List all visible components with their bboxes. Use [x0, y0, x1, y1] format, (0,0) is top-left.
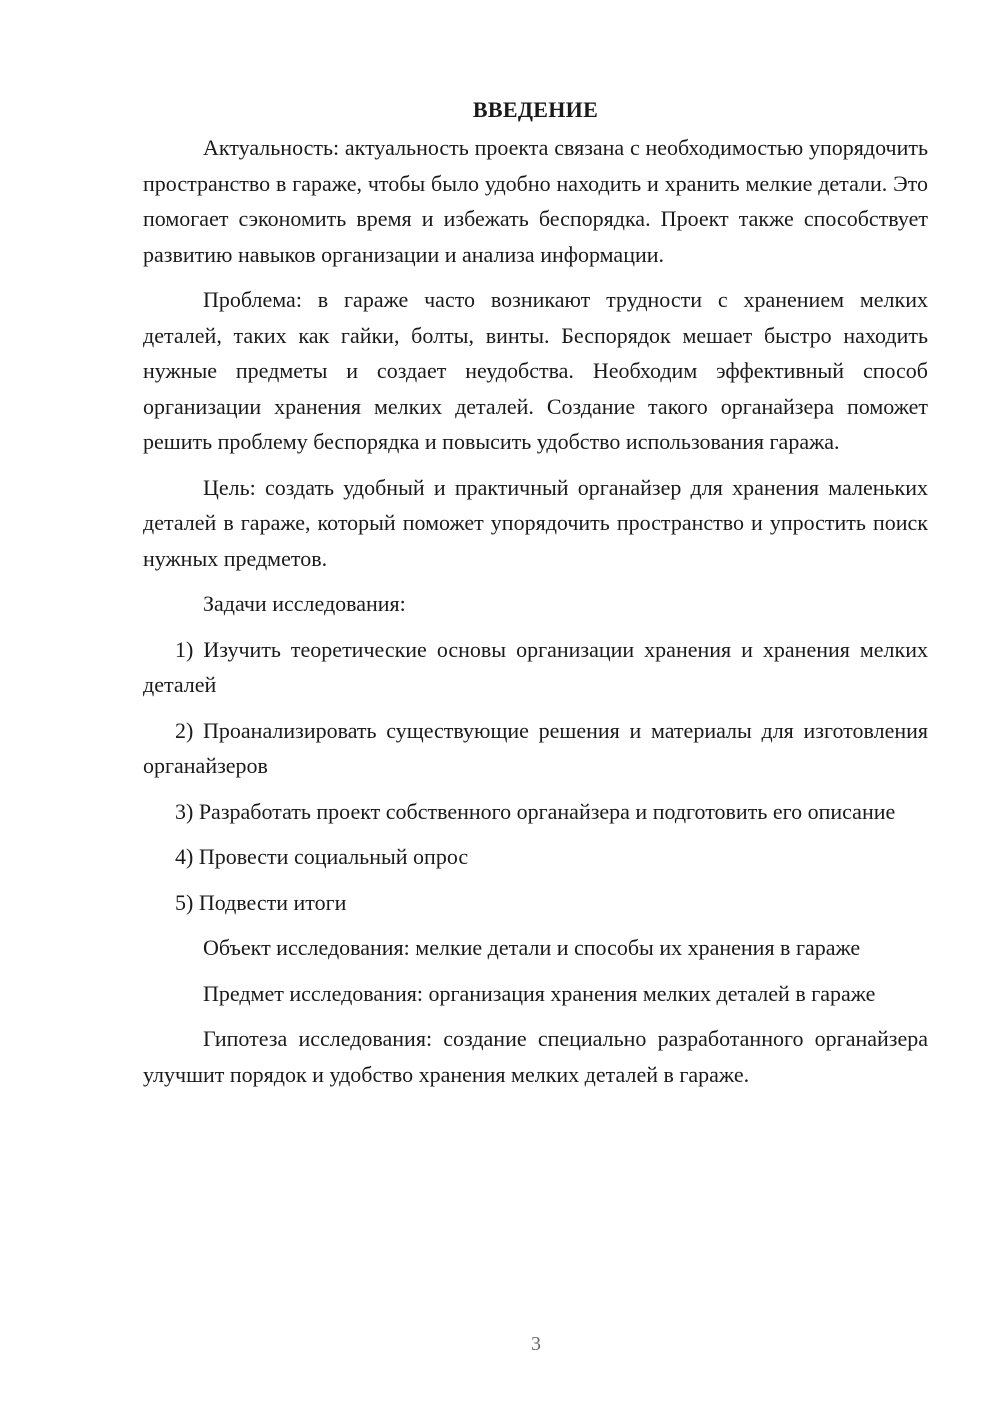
paragraph-relevance: Актуальность: актуальность проекта связана с необходимостью упорядочить пространство в гараже, чтобы было удобно находить и хранить мелкие детали. Это помогает сэкономить время и избежать беспорядка. Проект также способствует развитию навыков организации и анализа информации. — [143, 135, 928, 267]
page-number: 3 — [531, 1333, 541, 1355]
paragraph-subject: Предмет исследования: организация хранения мелких деталей в гараже — [203, 980, 876, 1006]
tasks-title: Задачи исследования: — [203, 591, 406, 616]
task-item: 3) Разработать проект собственного органайзера и подготовить его описание — [175, 798, 896, 824]
paragraph-hypothesis: Гипотеза исследования: создание специально разработанного органайзера улучшит порядок и удобство хранения мелких деталей в гараже. — [143, 1026, 928, 1087]
task-item: 5) Подвести итоги — [175, 889, 347, 915]
task-item: 2) Проанализировать существующие решения и материалы для изготовления органайзеров — [143, 717, 928, 778]
page-content — [143, 92, 928, 1102]
paragraph-object: Объект исследования: мелкие детали и способы их хранения в гараже — [203, 935, 861, 960]
paragraph-problem: Проблема: в гараже часто возникают трудности с хранением мелких деталей, таких как гайки, болты, винты. Беспорядок мешает быстро находить нужные предметы и создает неудобства. Необходим эффективный способ организации хранения мелких деталей. Создание такого органайзера поможет решить проблему беспорядка и повысить удобство использования гаража. — [143, 287, 928, 454]
task-item: 4) Провести социальный опрос — [175, 844, 469, 869]
task-item: 1) Изучить теоретические основы организации хранения и хранения мелких деталей — [143, 636, 928, 697]
section-heading: ВВЕДЕНИЕ — [472, 97, 599, 122]
paragraph-goal: Цель: создать удобный и практичный органайзер для хранения маленьких деталей в гараже, который поможет упорядочить пространство и упростить поиск нужных предметов. — [143, 474, 928, 571]
